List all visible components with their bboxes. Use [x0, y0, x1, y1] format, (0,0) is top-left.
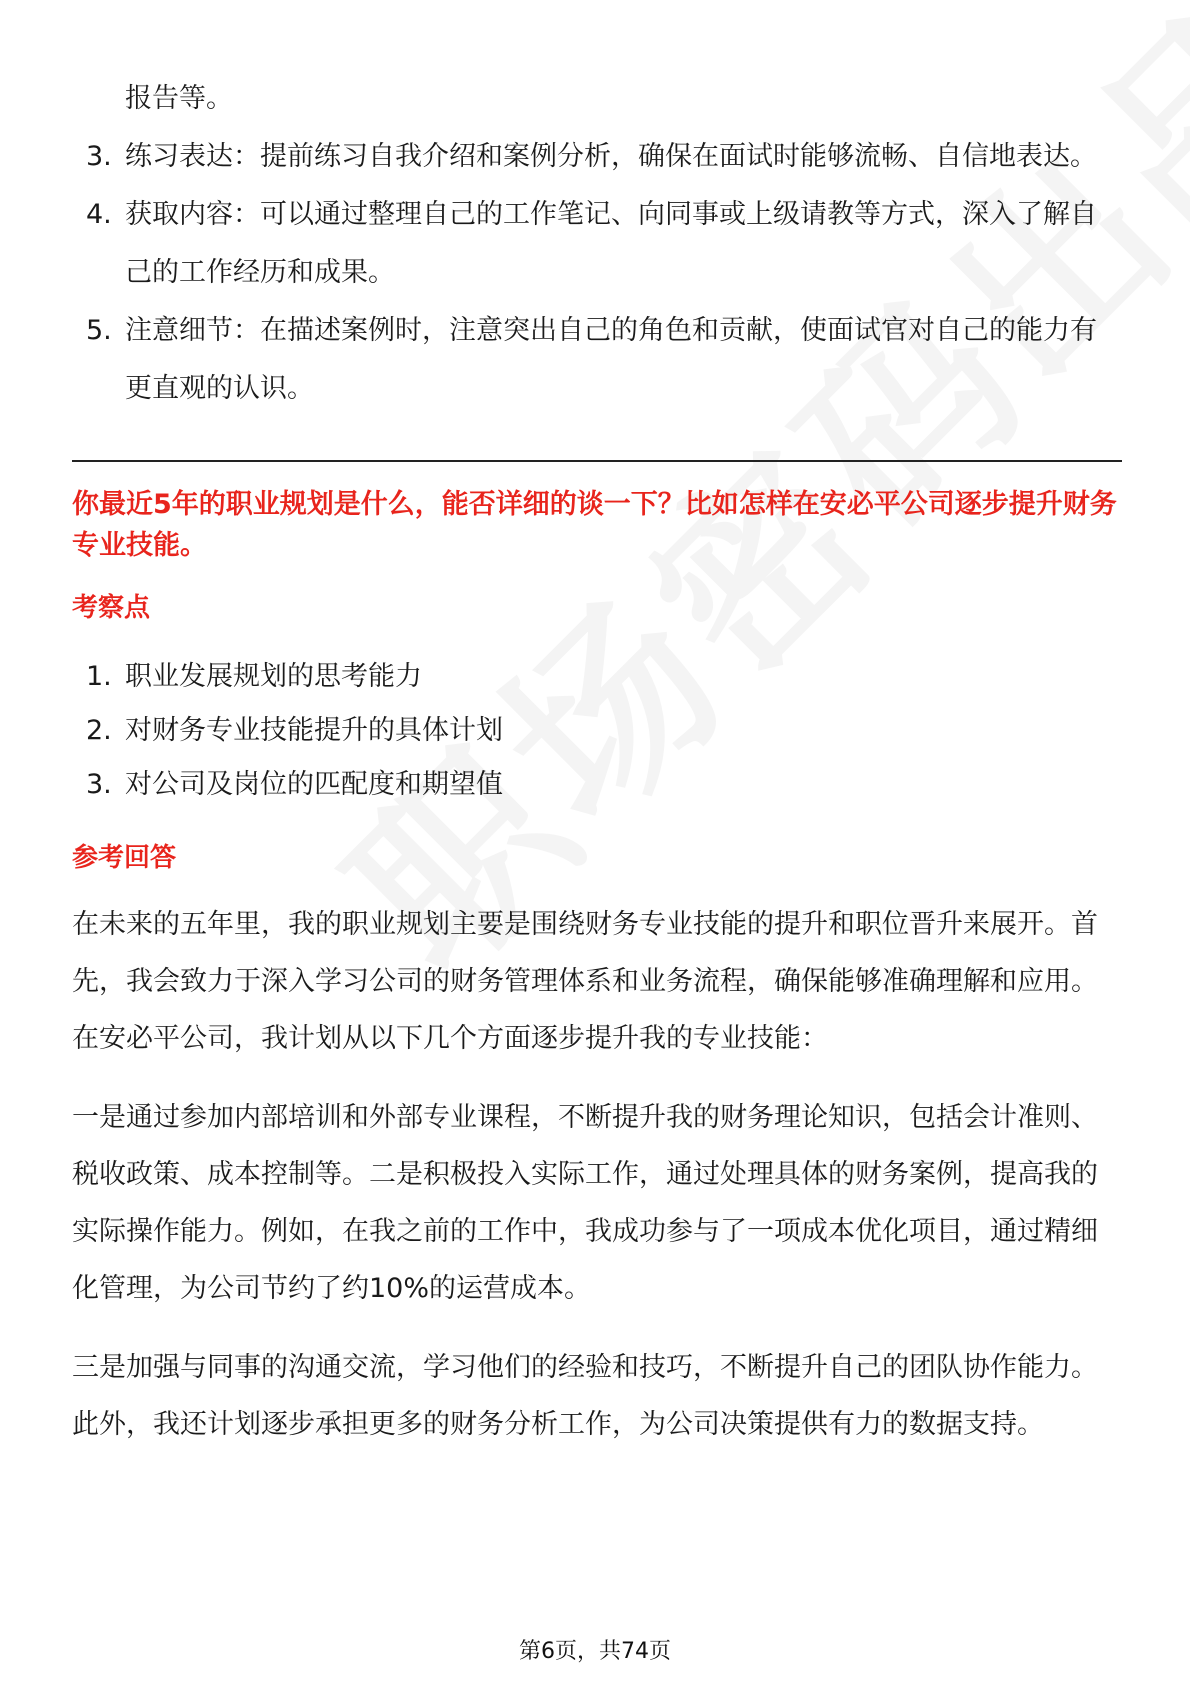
list-item — [72, 128, 1122, 186]
page-content — [72, 70, 1122, 1453]
list-item-text: 获取内容：可以通过整理自己的工作笔记、向同事或上级请教等方式，深入了解自己的工作经历和成果。 — [125, 199, 1097, 288]
list-number: 3. — [86, 141, 112, 172]
interview-question: 你最近5年的职业规划是什么，能否详细的谈一下？比如怎样在安必平公司逐步提升财务专业技能。 — [72, 489, 1117, 561]
list-item — [72, 704, 1122, 758]
list-number: 2. — [86, 715, 112, 746]
list-item-text: 对财务专业技能提升的具体计划 — [125, 715, 503, 746]
answer-paragraph: 在未来的五年里，我的职业规划主要是围绕财务专业技能的提升和职位晋升来展开。首先，我会致力于深入学习公司的财务管理体系和业务流程，确保能够准确理解和应用。在安必平公司，我计划从以下几个方面逐步提升我的专业技能： — [72, 909, 1098, 1054]
list-item-text: 注意细节：在描述案例时，注意突出自己的角色和贡献，使面试官对自己的能力有更直观的认识。 — [125, 315, 1097, 404]
list-number: 3. — [86, 769, 112, 800]
section-divider — [72, 460, 1122, 462]
list-number: 5. — [86, 315, 112, 346]
page-number: 第6页，共74页 — [519, 1639, 671, 1664]
list-continuation: 报告等。 — [125, 83, 233, 114]
list-item — [72, 186, 1122, 302]
list-item — [72, 650, 1122, 704]
list-item-text: 对公司及岗位的匹配度和期望值 — [125, 769, 503, 800]
list-item-text: 练习表达：提前练习自我介绍和案例分析，确保在面试时能够流畅、自信地表达。 — [125, 141, 1097, 172]
section-heading-assessment: 考察点 — [72, 593, 151, 623]
answer-paragraph: 一是通过参加内部培训和外部专业课程，不断提升我的财务理论知识，包括会计准则、税收政策、成本控制等。二是积极投入实际工作，通过处理具体的财务案例，提高我的实际操作能力。例如，在我之前的工作中，我成功参与了一项成本优化项目，通过精细化管理，为公司节约了约10%的运营成本。 — [72, 1102, 1098, 1304]
list-item — [72, 758, 1122, 812]
list-number: 4. — [86, 199, 112, 230]
list-item-text: 职业发展规划的思考能力 — [125, 661, 422, 692]
list-number: 1. — [86, 661, 112, 692]
assessment-points-list — [72, 650, 1122, 812]
section-heading-answer: 参考回答 — [72, 843, 177, 873]
list-item — [72, 302, 1122, 418]
answer-paragraph: 三是加强与同事的沟通交流，学习他们的经验和技巧，不断提升自己的团队协作能力。此外，我还计划逐步承担更多的财务分析工作，为公司决策提供有力的数据支持。 — [72, 1352, 1098, 1440]
tips-list — [72, 128, 1122, 418]
